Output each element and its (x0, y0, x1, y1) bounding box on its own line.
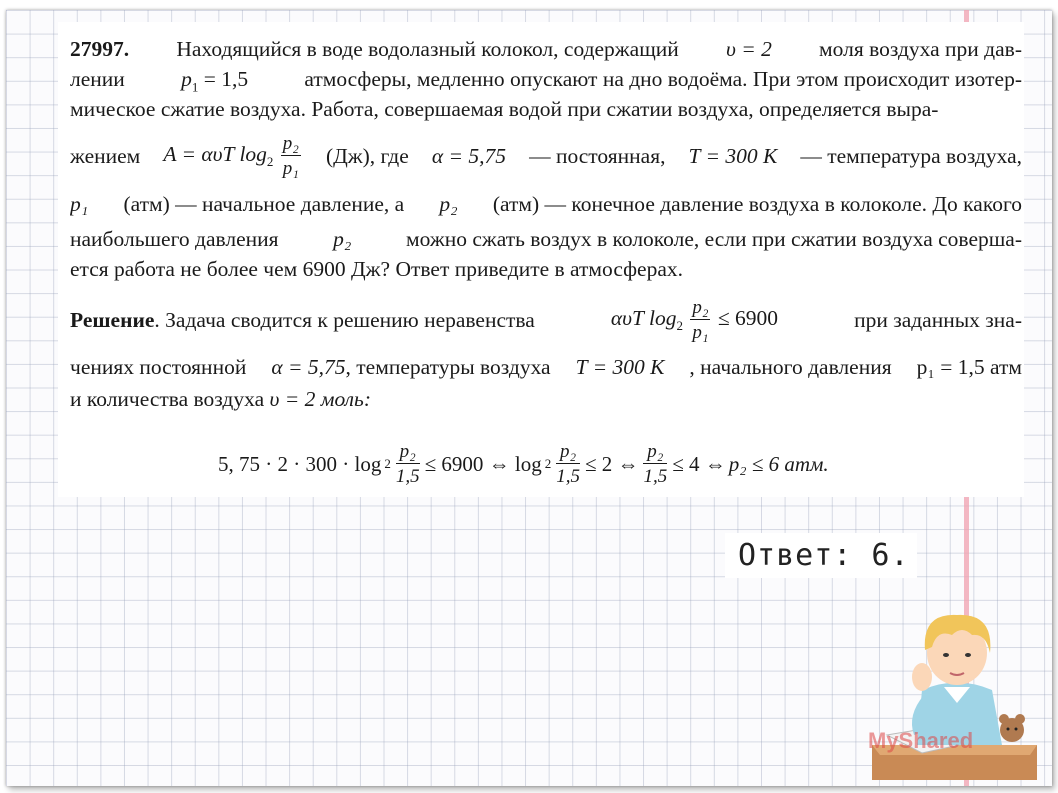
solution-line-3: и количества воздуха υ = 2 моль: (70, 387, 371, 411)
problem-line-4: жением A = αυT $\log_2$ $\frac{\text{p₂}}{\text{p₁}}$ (Дж), где α = 5,75 — постоянная, T = 300 К — температура воздуха, (70, 133, 1022, 179)
solution-line-2: чениях постоянной α = 5,75, температуры воздуха T = 300 К , начального давления p₁ = 1,5 атм (70, 355, 1022, 379)
problem-line-5: p₁ (атм) — начальное давление, а p₂ (атм) — конечное давление воздуха в колоколе. До какого (70, 192, 1022, 216)
solution-line-1: Решение. Задача сводится к решению неравенства αυT $\log_2$ $\frac{\text{p₂}}{\text{p₁}}$ ≤ 6900 при заданных зна- (70, 297, 1022, 343)
problem-line-3: мическое сжатие воздуха. Работа, совершаемая водой при сжатии воздуха, определяется выра- (70, 97, 939, 121)
problem-line-6: наибольшего давления p₂ можно сжать воздух в колоколе, если при сжатии воздуха соверша- (70, 227, 1022, 251)
watermark: MyShared (868, 728, 974, 753)
answer-text: Ответ: 6. (738, 538, 910, 573)
problem-number: 27997. (70, 37, 130, 61)
problem-line-1: 27997. Находящийся в воде водолазный колокол, содержащий υ = 2 моля воздуха при дав- (70, 37, 1022, 61)
fraction-p2-p1: $\frac{\text{p₂}}{\text{p₁}}$ (282, 133, 299, 179)
problem-line-7: ется работа не более чем 6900 Дж? Ответ приведите в атмосферах. (70, 257, 684, 281)
problem-line-2: лении $p_1 = 1,5$ атмосферы, медленно опускают на дно водоёма. При этом происходит изотер- (70, 67, 1022, 95)
solution-label: Решение (70, 308, 155, 332)
solution-equation: 5, 75 · 2 · 300 · log 2 $\frac{\text{p₂}}{1,5}$ ≤ 6900 ⇔ log 2 $\frac{\text{p₂}}{1,5}$ ≤ 2 ⇔ $\frac{\text{p₂}}{1,5}$ ≤ 4 ⇔ p₂ ≤ 6 атм. (218, 441, 829, 487)
